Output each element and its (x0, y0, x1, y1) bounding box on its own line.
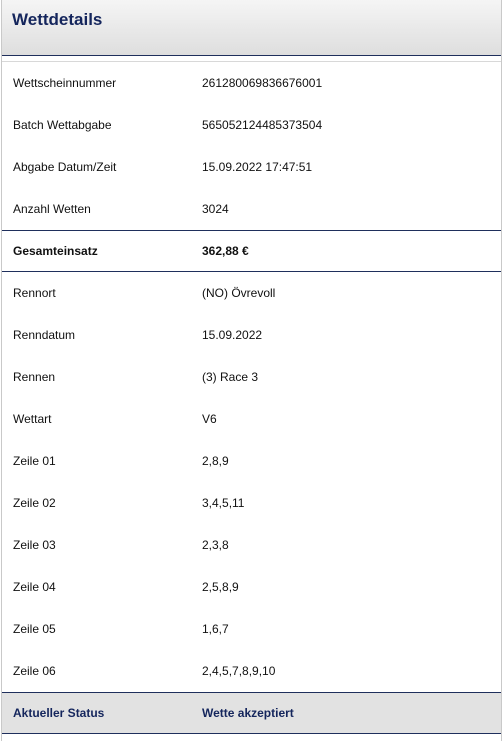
table-row (2, 482, 501, 524)
row-label: Zeile 01 (13, 454, 56, 468)
row-value: 15.09.2022 17:47:51 (202, 160, 313, 174)
row-value: 2,3,8 (202, 538, 229, 552)
status-label: Aktueller Status (13, 706, 105, 720)
table-row (2, 314, 501, 356)
row-value: 3,4,5,11 (202, 496, 245, 510)
row-value: (NO) Övrevoll (202, 286, 276, 300)
total-stake-label: Gesamteinsatz (13, 244, 98, 258)
panel-header (2, 0, 501, 56)
table-row (2, 104, 501, 146)
row-value: 2,4,5,7,8,9,10 (202, 664, 276, 678)
table-row (2, 398, 501, 440)
row-label: Anzahl Wetten (13, 202, 91, 216)
row-label: Zeile 06 (13, 664, 56, 678)
row-value: (3) Race 3 (202, 370, 259, 384)
row-label: Renndatum (13, 328, 76, 342)
row-value: 3024 (202, 202, 229, 216)
table-row (2, 62, 501, 104)
row-value: 2,5,8,9 (202, 580, 239, 594)
page-title: Wettdetails (12, 10, 103, 29)
row-label: Rennen (13, 370, 56, 384)
row-value: 261280069836676001 (202, 76, 323, 90)
total-stake-row (2, 230, 501, 272)
row-label: Wettart (13, 412, 52, 426)
row-label: Zeile 04 (13, 580, 56, 594)
status-value: Wette akzeptiert (202, 706, 294, 720)
table-row (2, 440, 501, 482)
table-row (2, 356, 501, 398)
table-row (2, 146, 501, 188)
row-label: Zeile 03 (13, 538, 56, 552)
row-value: 565052124485373504 (202, 118, 323, 132)
bet-details-panel (1, 0, 502, 741)
row-label: Zeile 02 (13, 496, 56, 510)
table-row (2, 566, 501, 608)
table-row (2, 188, 501, 230)
row-label: Rennort (13, 286, 56, 300)
row-value: 1,6,7 (202, 622, 229, 636)
row-label: Zeile 05 (13, 622, 56, 636)
details-table (2, 62, 501, 734)
table-row (2, 272, 501, 314)
row-value: V6 (202, 412, 217, 426)
row-label: Wettscheinnummer (13, 76, 117, 90)
row-label: Abgabe Datum/Zeit (13, 160, 117, 174)
table-row (2, 608, 501, 650)
row-label: Batch Wettabgabe (13, 118, 112, 132)
row-value: 15.09.2022 (202, 328, 263, 342)
table-row (2, 650, 501, 692)
status-row (2, 692, 501, 734)
table-row (2, 524, 501, 566)
row-value: 2,8,9 (202, 454, 229, 468)
total-stake-value: 362,88 € (202, 244, 249, 258)
